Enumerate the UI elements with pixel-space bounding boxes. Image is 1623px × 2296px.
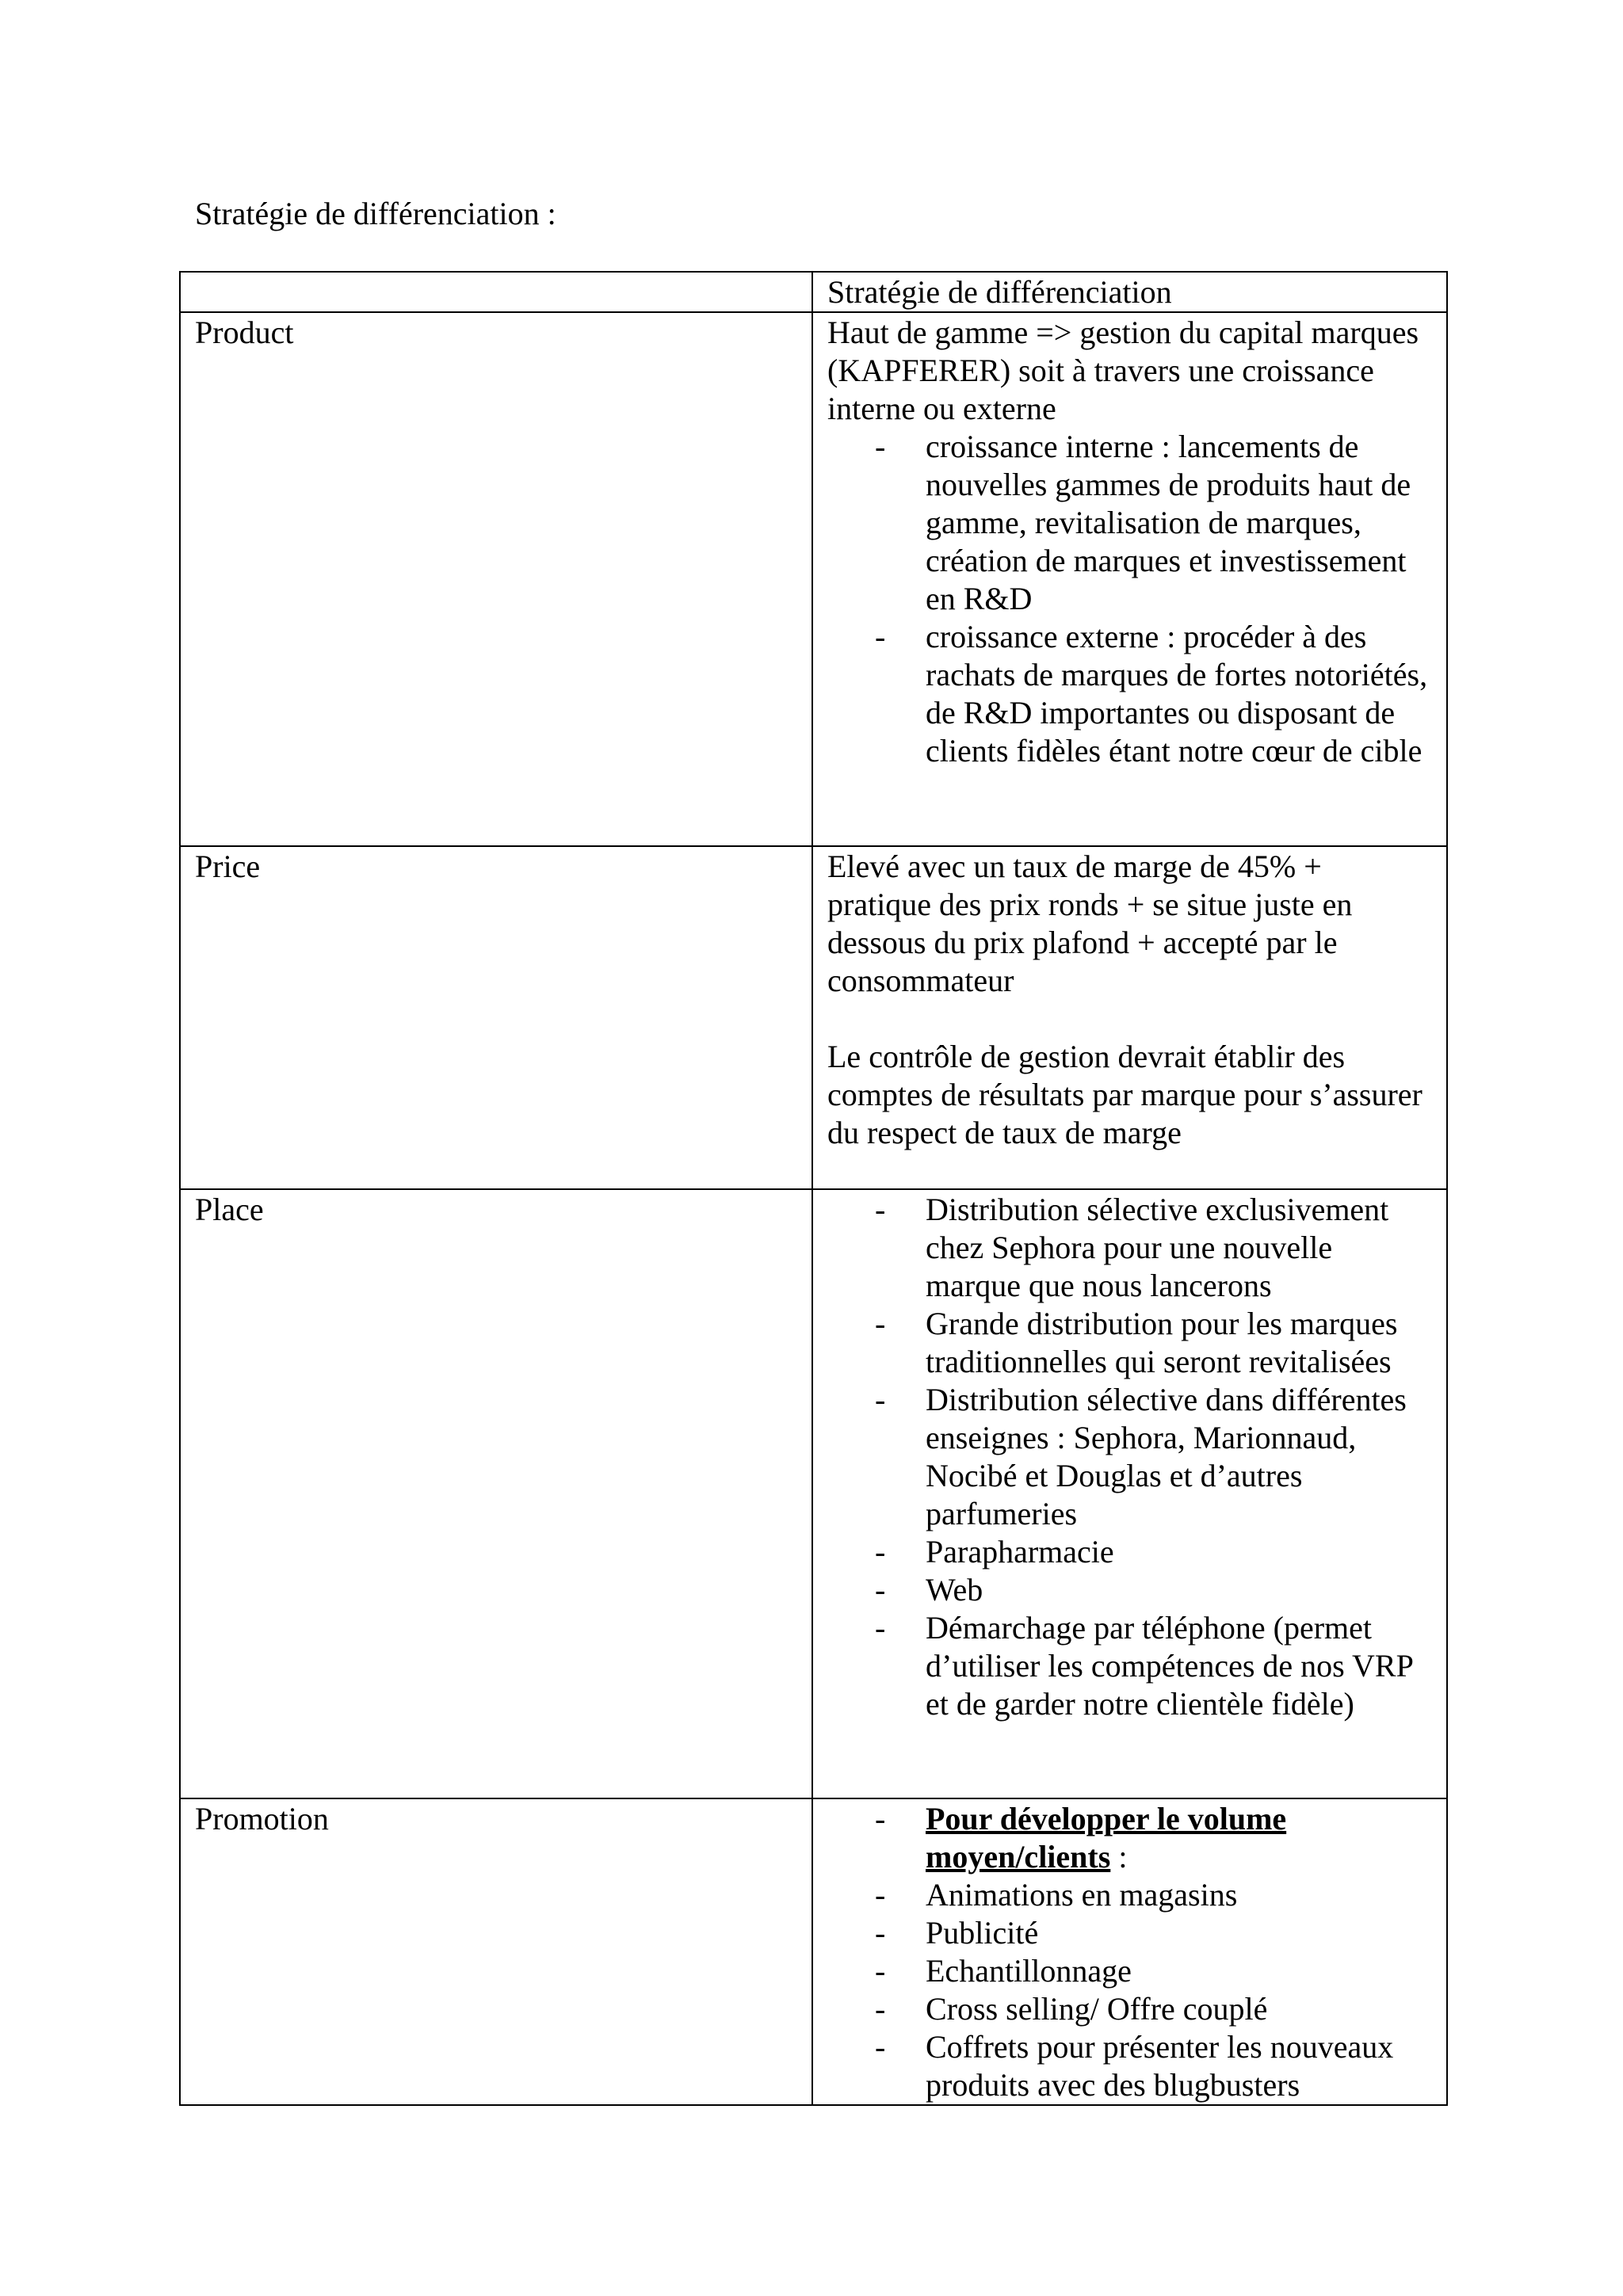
list-item: - croissance interne : lancements de nouvelles gammes de produits haut de gamme, revitalisation de marques, création de marques et investissement en R&D xyxy=(827,428,1432,618)
row-label-cell xyxy=(180,846,812,1189)
list-item: - Distribution sélective dans différentes enseignes : Sephora, Marionnaud, Nocibé et Douglas et d’autres parfumeries xyxy=(827,1381,1432,1533)
table-header-row xyxy=(180,272,1447,312)
price-paragraph-1: Elevé avec un taux de marge de 45% + pratique des prix ronds + se situe juste en dessous du prix plafond + accepté par le consommateur xyxy=(827,849,1353,998)
place-list xyxy=(827,1191,1432,1723)
row-label-promotion: Promotion xyxy=(195,1801,329,1836)
product-intro: Haut de gamme => gestion du capital marques (KAPFERER) soit à travers une croissance interne ou externe xyxy=(827,315,1419,426)
product-list xyxy=(827,428,1432,770)
row-label-price: Price xyxy=(195,849,261,884)
list-item: - Publicité xyxy=(827,1914,1432,1952)
list-item: - Cross selling/ Offre couplé xyxy=(827,1990,1432,2028)
paragraph-gap xyxy=(827,1000,1432,1038)
price-content-cell xyxy=(812,846,1447,1189)
list-item: - Web xyxy=(827,1571,1432,1609)
row-label-product: Product xyxy=(195,315,294,350)
table-row-price xyxy=(180,846,1447,1189)
table-row-product xyxy=(180,312,1447,846)
product-content-cell xyxy=(812,312,1447,846)
list-item: - Distribution sélective exclusivement chez Sephora pour une nouvelle marque que nous lancerons xyxy=(827,1191,1432,1305)
price-paragraph-2: Le contrôle de gestion devrait établir des comptes de résultats par marque pour s’assurer du respect de taux de marge xyxy=(827,1039,1423,1150)
list-item: - Coffrets pour présenter les nouveaux produits avec des blugbusters xyxy=(827,2028,1432,2104)
row-label-cell xyxy=(180,312,812,846)
row-label-cell xyxy=(180,1189,812,1798)
row-label-cell xyxy=(180,1798,812,2105)
place-content-cell xyxy=(812,1189,1447,1798)
table-row-promotion xyxy=(180,1798,1447,2105)
list-item-heading xyxy=(827,1800,1432,1876)
list-item: - Grande distribution pour les marques traditionnelles qui seront revitalisées xyxy=(827,1305,1432,1381)
header-cell-strategy: Stratégie de différenciation xyxy=(812,272,1447,312)
list-item: - croissance externe : procéder à des rachats de marques de fortes notoriétés, de R&D importantes ou disposant de clients fidèles étant notre cœur de cible xyxy=(827,618,1432,770)
strategy-table xyxy=(179,271,1448,2106)
document-heading: Stratégie de différenciation : xyxy=(195,196,556,231)
header-cell-empty xyxy=(180,272,812,312)
table-row-place xyxy=(180,1189,1447,1798)
promotion-content-cell xyxy=(812,1798,1447,2105)
list-item: - Parapharmacie xyxy=(827,1533,1432,1571)
list-item: - Echantillonnage xyxy=(827,1952,1432,1990)
list-item: - Animations en magasins xyxy=(827,1876,1432,1914)
promotion-goal-text: Pour développer le volume moyen/clients xyxy=(926,1801,1287,1875)
list-item: - Démarchage par téléphone (permet d’utiliser les compétences de nos VRP et de garder notre clientèle fidèle) xyxy=(827,1609,1432,1723)
promotion-list xyxy=(827,1800,1432,2104)
promotion-goal-suffix: : xyxy=(1110,1839,1128,1875)
row-label-place: Place xyxy=(195,1192,264,1227)
